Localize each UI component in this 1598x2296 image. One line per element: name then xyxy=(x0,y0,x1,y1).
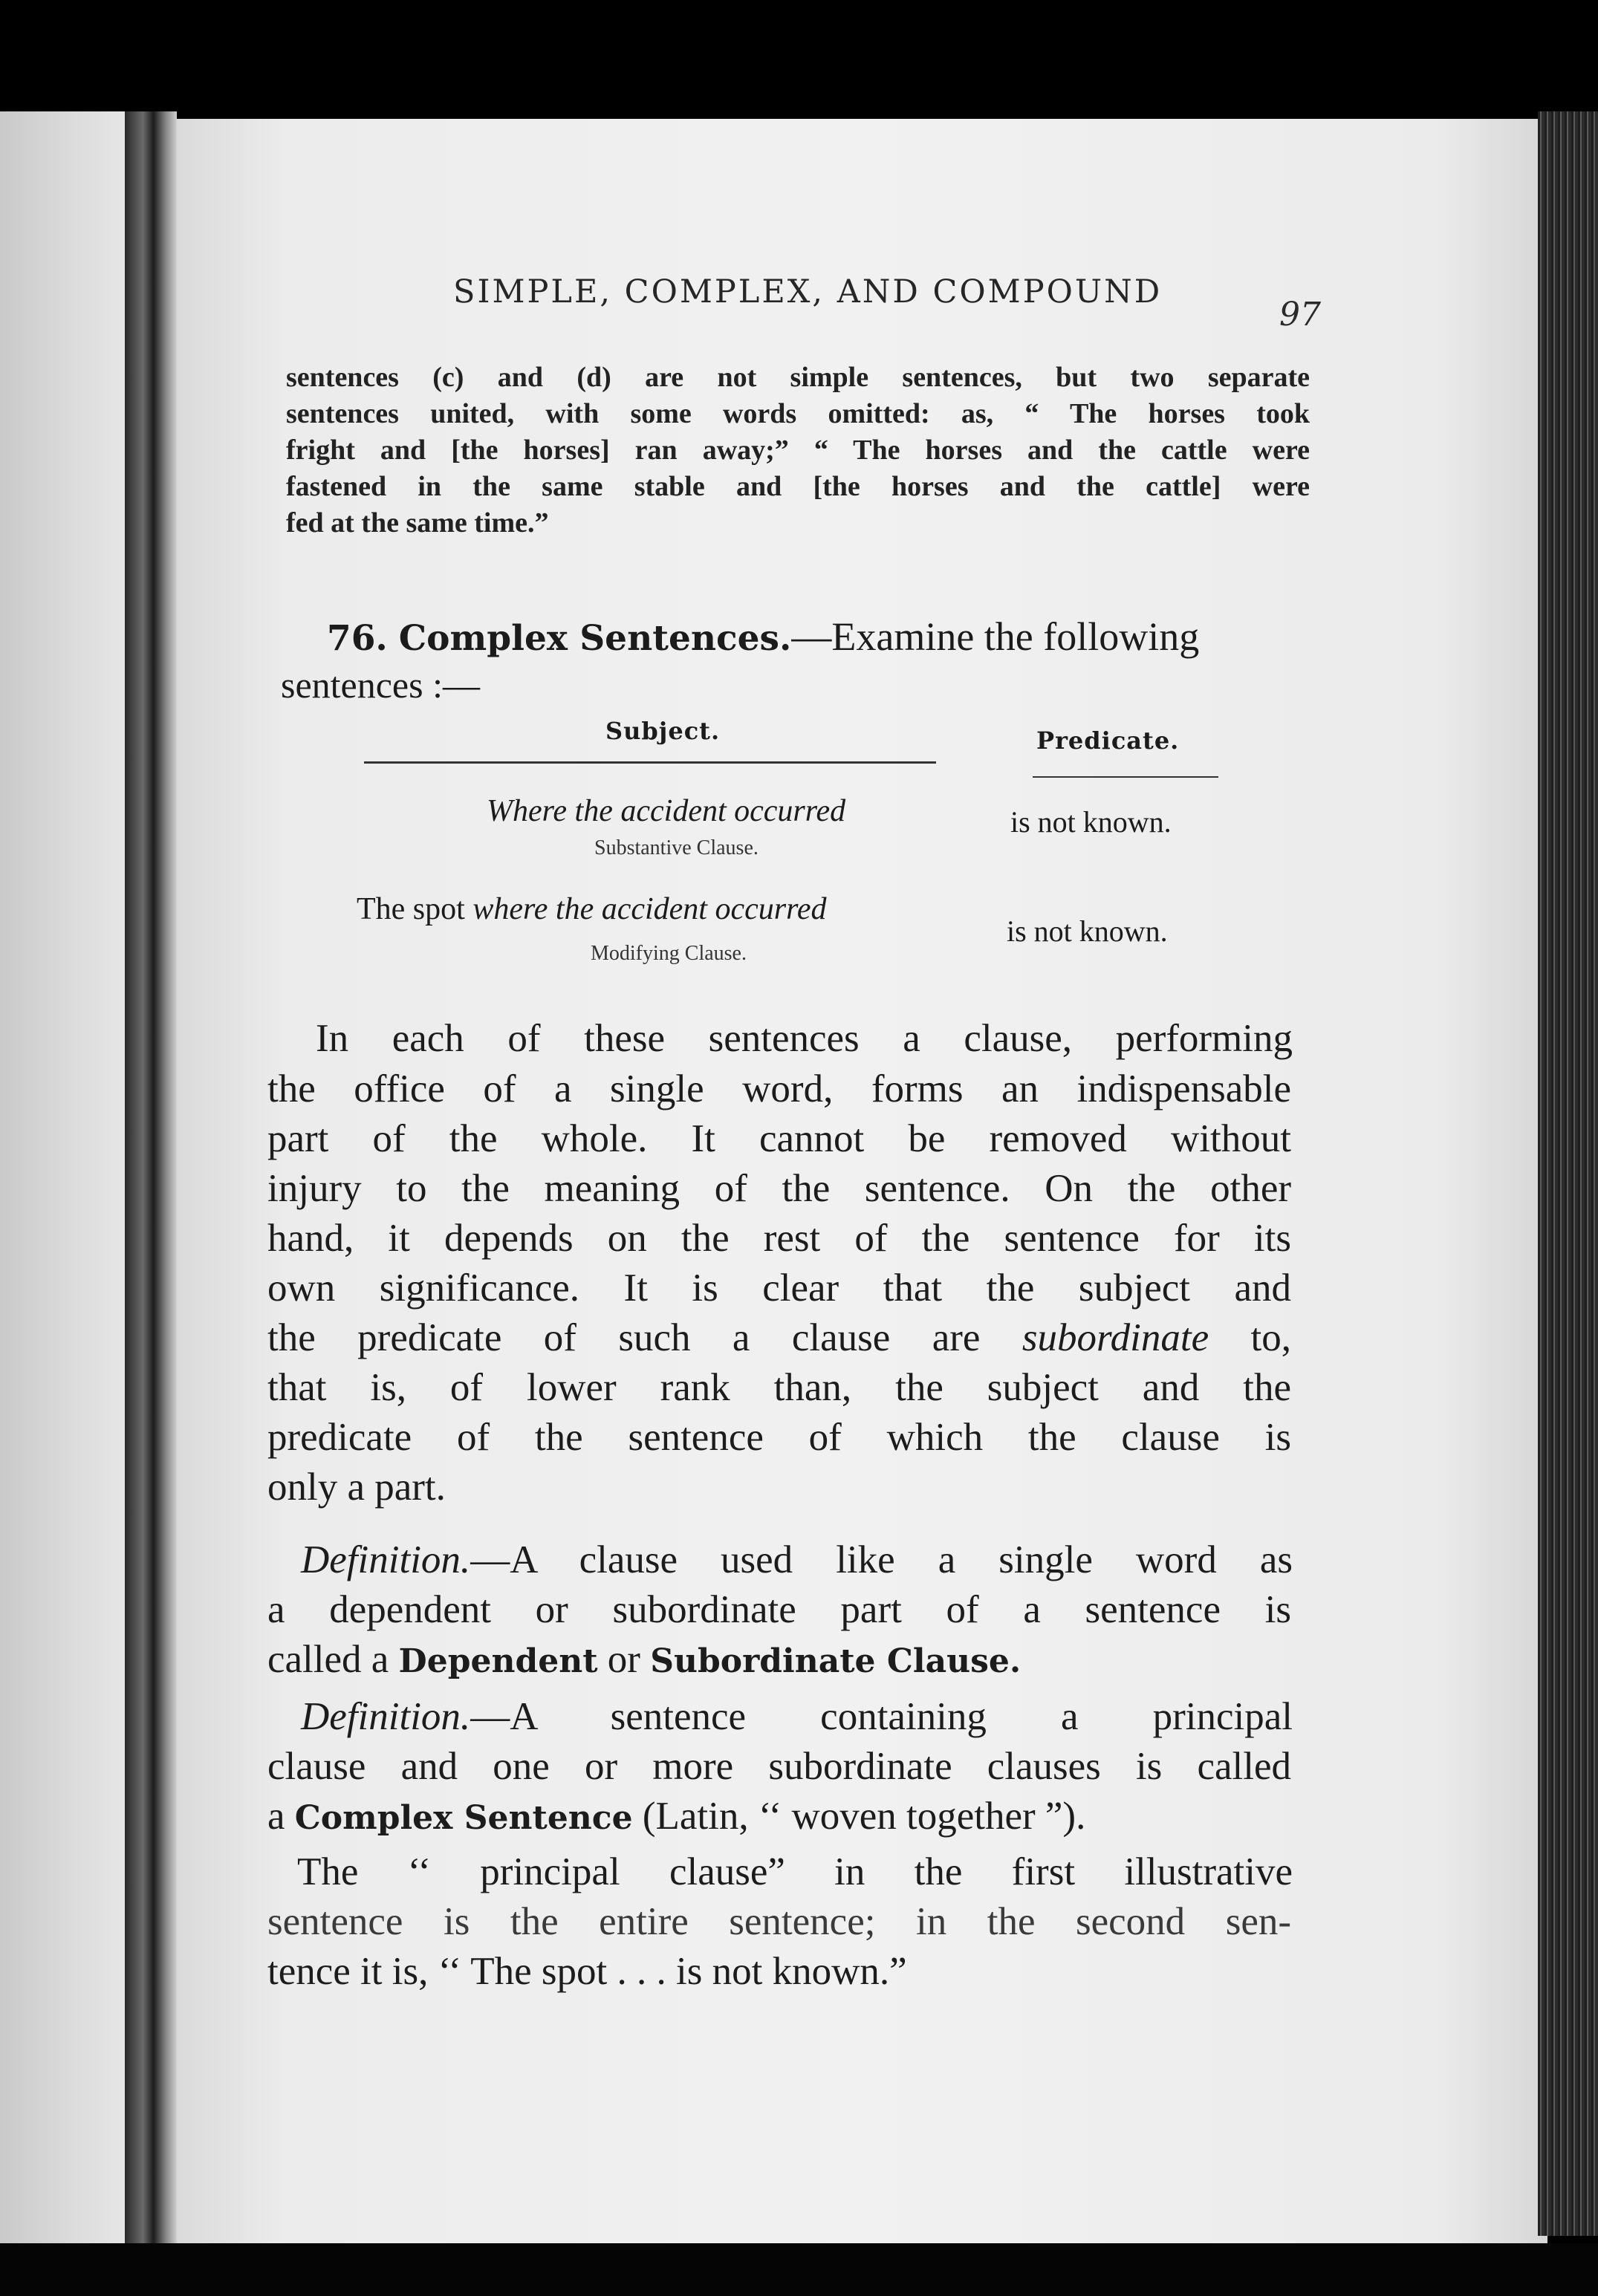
definition-label: Definition. xyxy=(301,1538,471,1581)
body-text-fragment: called a xyxy=(267,1638,399,1681)
body-line: only a part. xyxy=(267,1466,446,1509)
body-line: part of the whole. It cannot be removed without xyxy=(267,1117,1291,1160)
section-heading-continuation: sentences :— xyxy=(281,664,480,706)
intro-line: fastened in the same stable and [the horses and the cattle] were xyxy=(286,471,1310,502)
defined-term: Complex Sentence xyxy=(294,1799,633,1837)
defined-term: Subordinate Clause. xyxy=(650,1642,1022,1680)
body-text-fragment: —A sentence containing a principal xyxy=(470,1695,1293,1738)
body-text-fragment: or xyxy=(597,1638,651,1681)
definition-1-line xyxy=(301,1538,1293,1585)
subject-column-header: Subject. xyxy=(605,717,721,745)
body-line: the office of a single word, forms an indispensable xyxy=(267,1067,1291,1110)
subject-rule xyxy=(364,761,936,764)
example-row-2-prefix: The spot xyxy=(357,892,473,926)
body-line: In each of these sentences a clause, performing xyxy=(316,1017,1293,1060)
page-stack-edge xyxy=(1538,111,1598,2236)
page-number: 97 xyxy=(1279,296,1321,334)
section-title: Complex Sentences. xyxy=(398,618,792,659)
body-italic-term: subordinate xyxy=(1022,1316,1209,1359)
body-line: The ‘‘ principal clause” in the first illustrative xyxy=(297,1850,1293,1893)
definition-2-line xyxy=(267,1794,1291,1841)
definition-label: Definition. xyxy=(301,1695,471,1738)
body-line: hand, it depends on the rest of the sentence for its xyxy=(267,1217,1291,1260)
intro-line: sentences (c) and (d) are not simple sentences, but two separate xyxy=(286,362,1310,393)
defined-term: Dependent xyxy=(398,1642,598,1680)
body-line xyxy=(267,1316,1291,1363)
example-row-1-subject: Where the accident occurred xyxy=(487,794,846,828)
intro-line: fright and [the horses] ran away;” “ The horses and the cattle were xyxy=(286,435,1310,466)
body-line: tence it is, ‘‘ The spot . . . is not known.” xyxy=(267,1950,907,1993)
body-line: predicate of the sentence of which the clause is xyxy=(267,1416,1291,1459)
example-row-2-subject: where the accident occurred xyxy=(472,892,827,926)
facing-page-edge xyxy=(0,111,126,2251)
predicate-rule xyxy=(1033,776,1218,778)
section-heading-rest: —Examine the following xyxy=(791,614,1200,659)
example-row-2-predicate: is not known. xyxy=(1007,914,1168,948)
intro-line: sentences united, with some words omitted: as, “ The horses took xyxy=(286,398,1310,429)
body-text-fragment: the predicate of such a clause are xyxy=(267,1316,1022,1359)
definition-1-line xyxy=(267,1637,1291,1685)
intro-paragraph xyxy=(286,360,1310,542)
body-line: that is, of lower rank than, the subject and the xyxy=(267,1366,1291,1409)
running-head: SIMPLE, COMPLEX, AND COMPOUND xyxy=(453,273,1163,310)
book-gutter xyxy=(125,111,177,2251)
section-heading xyxy=(327,614,1199,660)
body-line: sentence is the entire sentence; in the second sen- xyxy=(267,1900,1291,1943)
example-row-2-subject-line xyxy=(357,891,827,927)
body-text-fragment: (Latin, ‘‘ woven together ”). xyxy=(632,1795,1086,1838)
scan-border xyxy=(0,2243,1598,2296)
body-line: own significance. It is clear that the subject and xyxy=(267,1266,1291,1310)
body-text-fragment: —A clause used like a single word as xyxy=(470,1538,1293,1581)
example-row-1-caption: Substantive Clause. xyxy=(594,836,759,859)
example-row-1-predicate: is not known. xyxy=(1010,805,1172,839)
example-row-2-caption: Modifying Clause. xyxy=(591,942,747,965)
body-line: injury to the meaning of the sentence. On the other xyxy=(267,1167,1291,1210)
section-number: 76. xyxy=(327,618,388,659)
definition-2-line: clause and one or more subordinate clauses is called xyxy=(267,1745,1291,1788)
body-text-fragment: a xyxy=(267,1795,295,1838)
intro-line: fed at the same time.” xyxy=(286,507,549,539)
definition-1-line: a dependent or subordinate part of a sentence is xyxy=(267,1588,1291,1631)
predicate-column-header: Predicate. xyxy=(1036,726,1180,755)
definition-2-line xyxy=(301,1694,1293,1742)
body-text-fragment: to, xyxy=(1209,1316,1291,1359)
